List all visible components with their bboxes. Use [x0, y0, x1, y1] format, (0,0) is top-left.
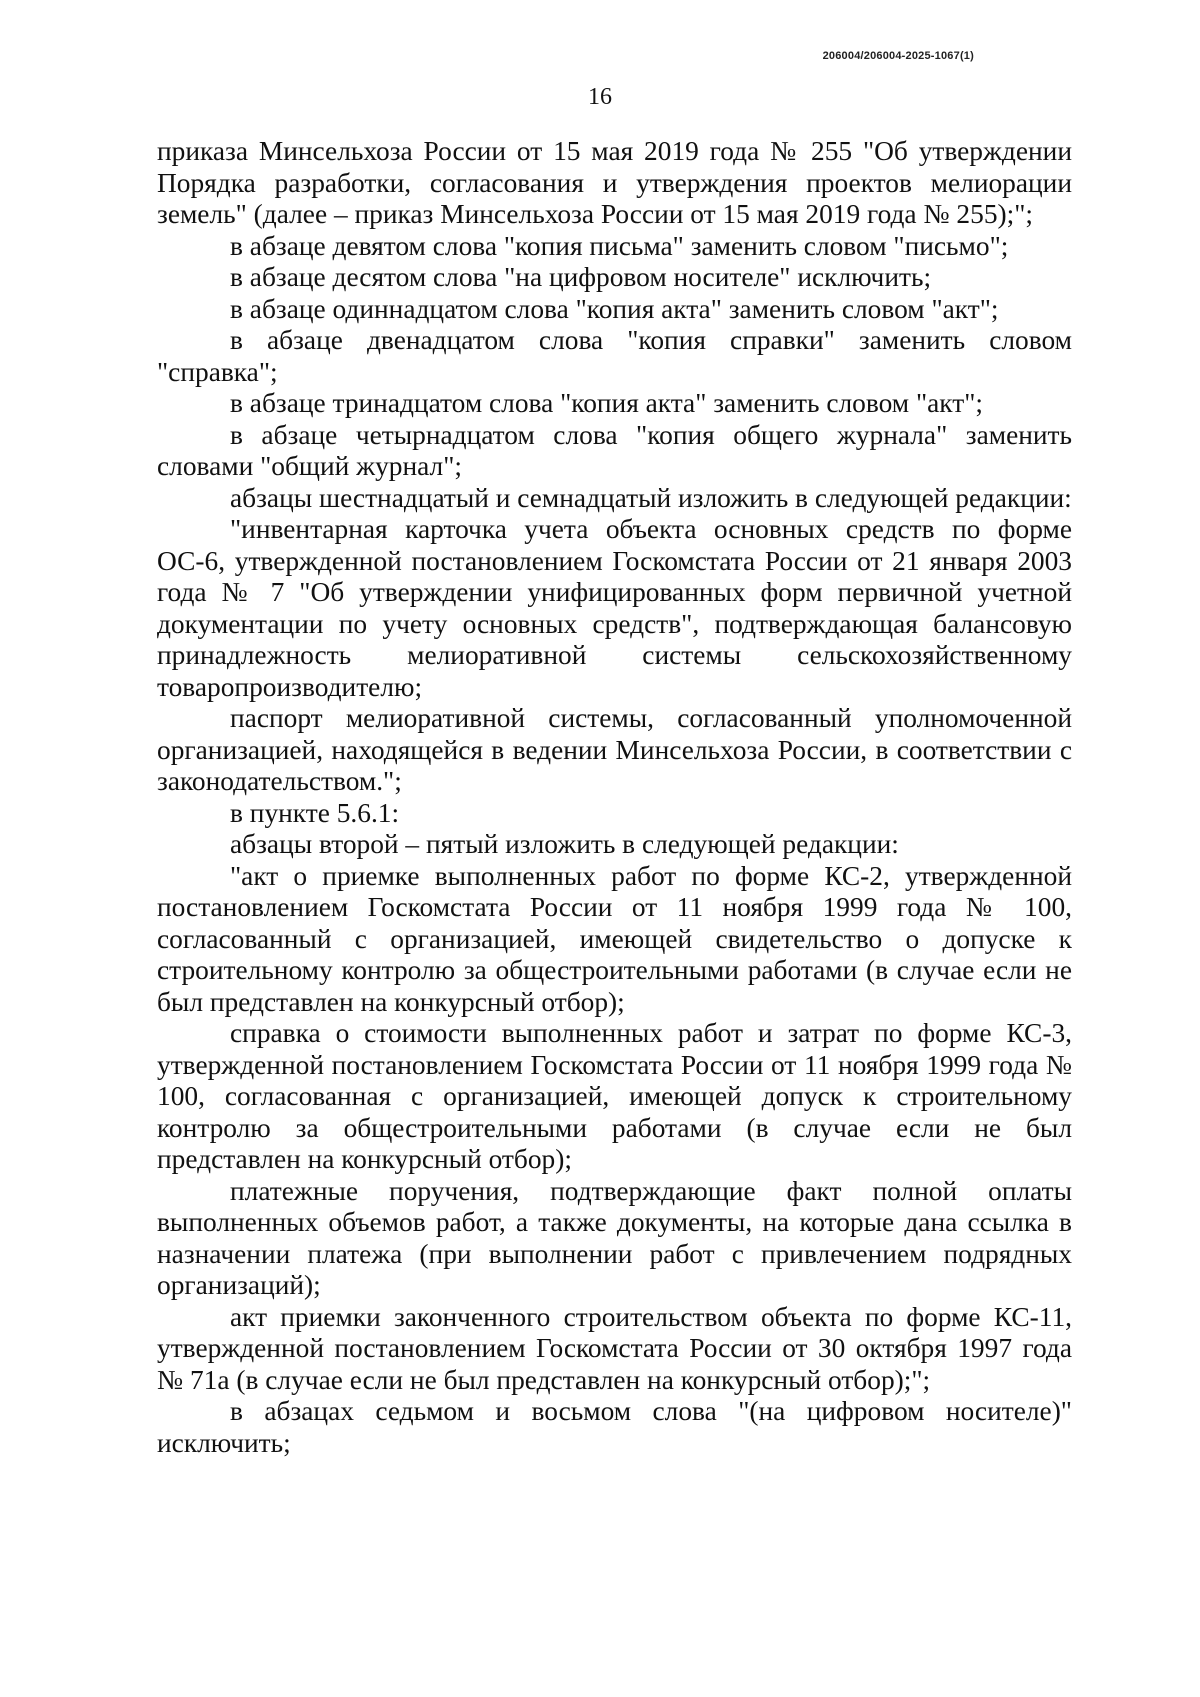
paragraph: справка о стоимости выполненных работ и затрат по форме КС-3, утвержденной постановлением Госкомстата России от 11 ноября 1999 года № 100, согласованная с организацией, имеющей допуск к строительному контролю за общестроительными работами (в случае если не был представлен на конкурсный отбор); — [157, 1018, 1072, 1174]
paragraph: акт приемки законченного строительством объекта по форме КС-11, утвержденной постановлением Госкомстата России от 30 октября 1997 года № 71а (в случае если не был представлен на конкурсный отбор);"; — [157, 1301, 1072, 1395]
paragraph: приказа Минсельхоза России от 15 мая 2019 года № 255 "Об утверждении Порядка разработки, согласования и утверждения проектов мелиорации земель" (далее – приказ Минсельхоза России от 15 мая 2019 года № 255);"; — [157, 136, 1072, 229]
paragraph: "инвентарная карточка учета объекта основных средств по форме ОС-6, утвержденной постановлением Госкомстата России от 21 января 2003 года № 7 "Об утверждении унифицированных форм первичной учетной документации по учету основных средств", подтверждающая балансовую принадлежность мелиоративной системы сельскохозяйственному товаропроизводителю; — [157, 514, 1072, 702]
paragraph: в абзаце одиннадцатом слова "копия акта" заменить словом "акт"; — [230, 293, 999, 324]
paragraph: абзацы второй – пятый изложить в следующей редакции: — [230, 829, 899, 859]
paragraph: в абзацах седьмом и восьмом слова "(на цифровом носителе)" исключить; — [157, 1396, 1072, 1458]
paragraph: в абзаце девятом слова "копия письма" заменить словом "письмо"; — [230, 230, 1009, 261]
document-body — [157, 136, 1072, 1459]
paragraph: "акт о приемке выполненных работ по форме КС-2, утвержденной постановлением Госкомстата России от 11 ноября 1999 года № 100, согласованный с организацией, имеющей свидетельство о допуске к строительному контролю за общестроительными работами (в случае если не был представлен на конкурсный отбор); — [157, 860, 1072, 1017]
paragraph: в абзаце тринадцатом слова "копия акта" заменить словом "акт"; — [230, 388, 984, 418]
paragraph: паспорт мелиоративной системы, согласованный уполномоченной организацией, находящейся в ведении Минсельхоза России, в соответствии с законодательством."; — [157, 703, 1072, 796]
page-number: 16 — [588, 84, 612, 110]
paragraph: платежные поручения, подтверждающие факт полной оплаты выполненных объемов работ, а также документы, на которые дана ссылка в назначении платежа (при выполнении работ с привлечением подрядных организаций); — [157, 1175, 1072, 1300]
paragraph: в абзаце двенадцатом слова "копия справки" заменить словом "справка"; — [157, 325, 1072, 387]
paragraph: в пункте 5.6.1: — [230, 797, 400, 828]
paragraph: в абзаце десятом слова "на цифровом носителе" исключить; — [230, 262, 932, 292]
paragraph: абзацы шестнадцатый и семнадцатый изложить в следующей редакции: — [230, 482, 1072, 513]
document-id: 206004/206004-2025-1067(1) — [822, 50, 974, 62]
paragraph: в абзаце четырнадцатом слова "копия общего журнала" заменить словами "общий журнал"; — [157, 419, 1072, 481]
